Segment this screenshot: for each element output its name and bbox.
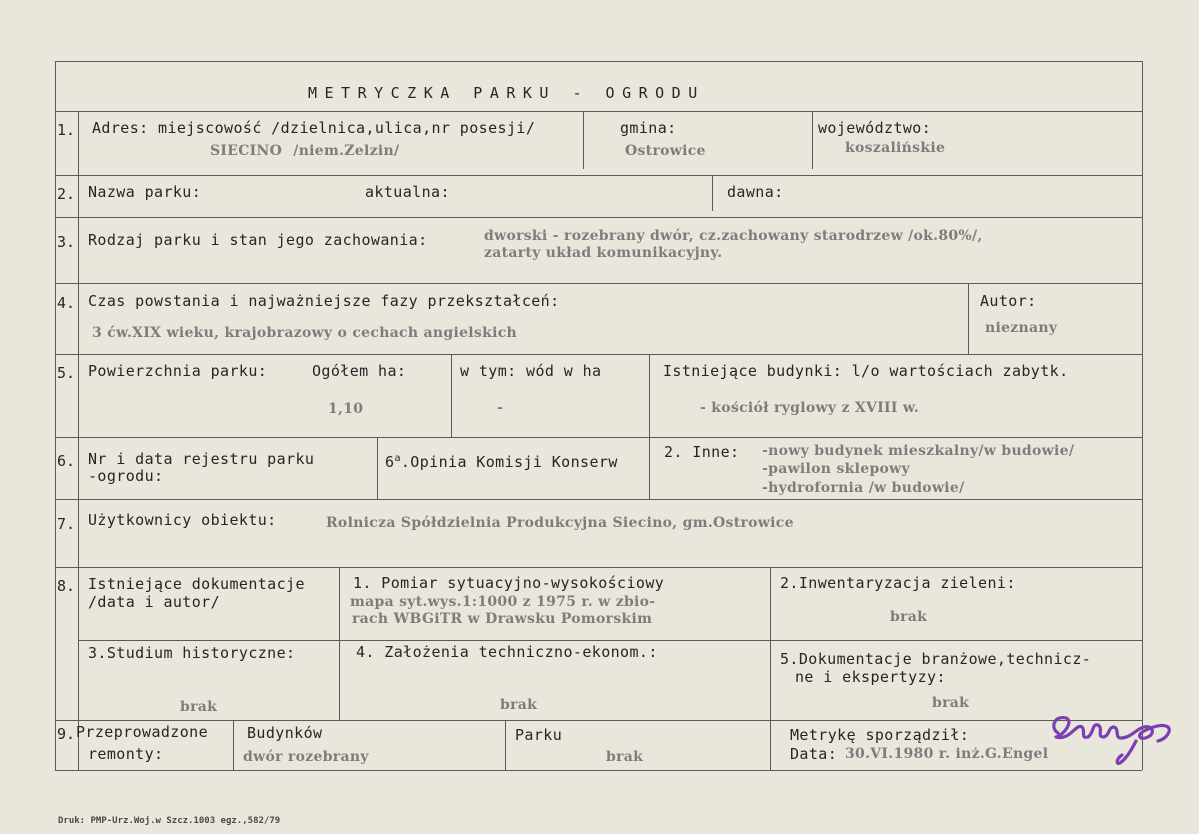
park-renovation-value: brak — [606, 749, 644, 765]
section-number: 9. — [57, 725, 76, 743]
inventory-label: 2.Inwentaryzacja zieleni: — [780, 574, 1016, 592]
buildings-renovation-value: dwór rozebrany — [243, 749, 369, 765]
gmina-value: Ostrowice — [625, 143, 706, 159]
branch-docs-label-line2: ne i ekspertyzy: — [795, 668, 946, 686]
other-building-2: -pawilon sklepowy — [762, 461, 910, 477]
section-number: 8. — [57, 577, 76, 595]
history-study-label: 3.Studium historyczne: — [88, 644, 296, 662]
section-number: 7. — [57, 515, 76, 533]
voivodeship-label: województwo: — [818, 119, 932, 137]
water-area-label: w tym: wód w ha — [460, 362, 602, 380]
voivodeship-value: koszalińskie — [845, 140, 946, 156]
gmina-label: gmina: — [620, 119, 677, 137]
form-title: METRYCZKA PARKU - OGRODU — [308, 84, 705, 102]
users-value: Rolnicza Spółdzielnia Produkcyjna Siecino, gm.Ostrowice — [326, 515, 794, 531]
print-footer: Druk: PMP-Urz.Woj.w Szcz.1003 egz.,582/79 — [58, 816, 281, 826]
tech-econ-value: brak — [500, 697, 538, 713]
existing-buildings-value: - kościół ryglowy z XVIII w. — [700, 400, 920, 416]
water-area-value: - — [497, 400, 504, 416]
other-building-3: -hydrofornia /w budowie/ — [762, 480, 965, 496]
current-name-label: aktualna: — [365, 183, 450, 201]
area-label: Powierzchnia parku: — [88, 362, 268, 380]
existing-buildings-label: Istniejące budynki: l/o wartościach zabytk. — [663, 362, 1069, 380]
former-name-label: dawna: — [727, 183, 784, 201]
prepared-by-label: Metrykę sporządził: — [790, 726, 970, 744]
section-number: 6. — [57, 452, 76, 470]
park-type-label: Rodzaj parku i stan jego zachowania: — [88, 231, 428, 249]
tech-econ-label: 4. Założenia techniczno-ekonom.: — [356, 643, 658, 661]
section-number: 1. — [57, 121, 76, 139]
park-name-label: Nazwa parku: — [88, 183, 202, 201]
register-label-line1: Nr i data rejestru parku — [88, 450, 315, 468]
other-buildings-label: 2. Inne: — [664, 443, 740, 461]
section-number: 2. — [57, 185, 76, 203]
address-label: Adres: miejscowość /dzielnica,ulica,nr posesji/ — [92, 119, 536, 137]
renovations-label-line1: Przeprowadzone — [76, 723, 209, 741]
documentation-label-line1: Istniejące dokumentacje — [88, 575, 305, 593]
survey-value-line1: mapa syt.wys.1:1000 z 1975 r. w zbio- — [350, 594, 656, 610]
survey-value-line2: rach WBGiTR w Drawsku Pomorskim — [352, 611, 653, 627]
survey-label: 1. Pomiar sytuacyjno-wysokościowy — [353, 574, 665, 592]
creation-phases-value: 3 ćw.XIX wieku, krajobrazowy o cechach angielskich — [92, 325, 518, 341]
branch-docs-value: brak — [932, 695, 970, 711]
date-value: 30.VI.1980 r. inż.G.Engel — [845, 746, 1049, 762]
address-value: SIECINO /niem.Zelzin/ — [210, 143, 400, 159]
section-number: 5. — [57, 364, 76, 382]
date-label: Data: — [790, 745, 838, 763]
total-area-label: Ogółem ha: — [312, 362, 407, 380]
buildings-renovation-label: Budynków — [247, 724, 323, 742]
creation-phases-label: Czas powstania i najważniejsze fazy przekształceń: — [88, 292, 560, 310]
park-renovation-label: Parku — [515, 726, 563, 744]
inventory-value: brak — [890, 609, 928, 625]
renovations-label-line2: remonty: — [88, 745, 164, 763]
users-label: Użytkownicy obiektu: — [88, 511, 277, 529]
total-area-value: 1,10 — [328, 401, 364, 417]
signature — [1040, 693, 1180, 773]
park-type-value-line2: zatarty układ komunikacyjny. — [484, 245, 723, 261]
register-label-line2: -ogrodu: — [88, 467, 164, 485]
documentation-label-line2: /data i autor/ — [88, 593, 221, 611]
conservation-opinion-label: 6$^a$.Opinia Komisji Konserw — [385, 453, 618, 471]
author-label: Autor: — [980, 292, 1037, 310]
other-building-1: -nowy budynek mieszkalny/w budowie/ — [762, 443, 1075, 459]
author-value: nieznany — [985, 320, 1058, 336]
branch-docs-label-line1: 5.Dokumentacje branżowe,technicz- — [780, 650, 1092, 668]
section-number: 4. — [57, 294, 76, 312]
history-study-value: brak — [180, 699, 218, 715]
park-type-value-line1: dworski - rozebrany dwór, cz.zachowany starodrzew /ok.80%/, — [484, 228, 983, 244]
section-number: 3. — [57, 233, 76, 251]
